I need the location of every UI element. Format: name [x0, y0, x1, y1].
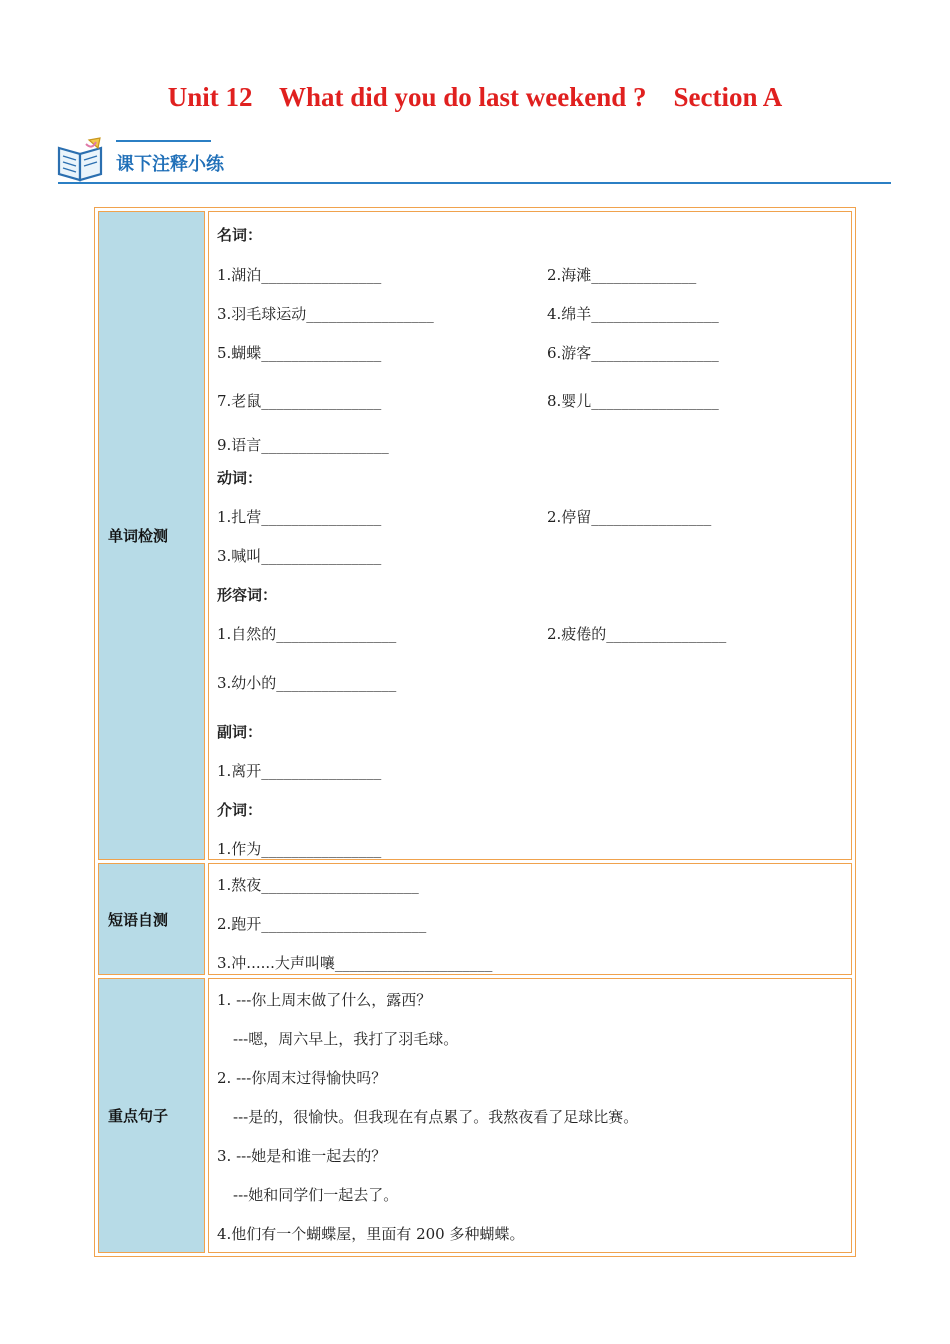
adv-item[interactable]: 1.离开________________: [217, 762, 382, 780]
noun-item[interactable]: 6.游客_________________: [547, 344, 719, 362]
prep-heading: 介词：: [217, 801, 263, 819]
sentence-line: 1. ---你上周末做了什么，露西？: [217, 991, 432, 1009]
sentences-label: 重点句子: [98, 978, 205, 1253]
noun-item[interactable]: 1.湖泊________________: [217, 266, 382, 284]
verb-heading: 动词：: [217, 469, 263, 487]
adv-heading: 副词：: [217, 723, 263, 741]
adj-item[interactable]: 2.疲倦的________________: [547, 625, 727, 643]
noun-item[interactable]: 5.蝴蝶________________: [217, 344, 382, 362]
exercise-table: [94, 207, 856, 1257]
noun-item[interactable]: 3.羽毛球运动_________________: [217, 305, 434, 323]
verb-item[interactable]: 3.喊叫________________: [217, 547, 382, 565]
noun-item[interactable]: 8.婴儿_________________: [547, 392, 719, 410]
prep-item[interactable]: 1.作为________________: [217, 840, 382, 858]
verb-item[interactable]: 1.扎营________________: [217, 508, 382, 526]
noun-item[interactable]: 2.海滩______________: [547, 266, 697, 284]
adj-heading: 形容词：: [217, 586, 278, 604]
sentence-line: ---是的，很愉快。但我现在有点累了。我熬夜看了足球比赛。: [233, 1108, 639, 1126]
noun-item[interactable]: 7.老鼠________________: [217, 392, 382, 410]
sentence-line: 2. ---你周末过得愉快吗？: [217, 1069, 387, 1087]
adj-item[interactable]: 1.自然的________________: [217, 625, 397, 643]
section-label: 课下注释小练: [116, 154, 224, 175]
noun-heading: 名词：: [217, 226, 263, 244]
header-rule-bottom: [58, 182, 891, 184]
phrase-item[interactable]: 3.冲......大声叫嚷_____________________: [217, 954, 493, 972]
book-icon: [56, 136, 106, 182]
sentences-content: [208, 978, 852, 1253]
noun-item[interactable]: 4.绵羊_________________: [547, 305, 719, 323]
words-row: [98, 211, 852, 860]
words-content: [208, 211, 852, 860]
phrases-row: [98, 863, 852, 975]
sentence-line: ---她和同学们一起去了。: [233, 1186, 399, 1204]
page-title: Unit 12 What did you do last weekend ? Section A: [167, 82, 783, 112]
sentences-row: [98, 978, 852, 1253]
phrases-label: 短语自测: [98, 863, 205, 975]
words-label: 单词检测: [98, 211, 205, 860]
phrase-item[interactable]: 2.跑开______________________: [217, 915, 427, 933]
header-rule-top: [116, 140, 211, 142]
noun-item[interactable]: 9.语言_________________: [217, 436, 389, 454]
adj-item[interactable]: 3.幼小的________________: [217, 674, 397, 692]
sentence-line: ---嗯，周六早上，我打了羽毛球。: [233, 1030, 459, 1048]
verb-item[interactable]: 2.停留________________: [547, 508, 712, 526]
phrases-content: [208, 863, 852, 975]
sentence-line: 4.他们有一个蝴蝶屋，里面有 200 多种蝴蝶。: [217, 1225, 525, 1243]
sentence-line: 3. ---她是和谁一起去的？: [217, 1147, 387, 1165]
phrase-item[interactable]: 1.熬夜_____________________: [217, 876, 419, 894]
